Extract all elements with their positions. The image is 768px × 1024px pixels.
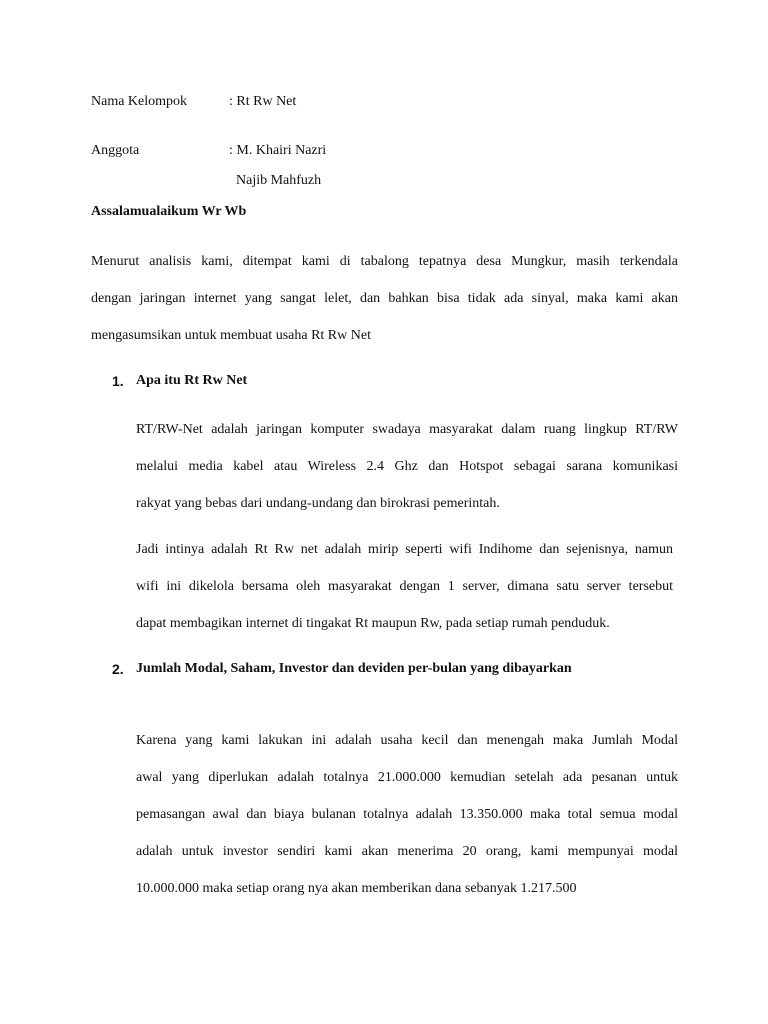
section-1-paragraph-1 [136, 411, 678, 522]
intro-paragraph [91, 243, 678, 354]
section-1-number: 1. [112, 373, 124, 389]
member-1: : M. Khairi Nazri [229, 143, 327, 158]
paragraph-line: RT/RW-Net adalah jaringan komputer swadaya masyarakat dalam ruang lingkup RT/RW [136, 422, 678, 437]
paragraph-line: Jadi intinya adalah Rt Rw net adalah mirip seperti wifi Indihome dan sejenisnya, namun [136, 542, 673, 557]
paragraph-line: melalui media kabel atau Wireless 2.4 Ghz dan Hotspot sebagai sarana komunikasi [136, 459, 678, 474]
members-label: Anggota [91, 143, 140, 158]
group-name-label: Nama Kelompok [91, 94, 188, 109]
intro-line: dengan jaringan internet yang sangat lelet, dan bahkan bisa tidak ada sinyal, maka kami akan [91, 291, 678, 306]
intro-line: Menurut analisis kami, ditempat kami di tabalong tepatnya desa Mungkur, masih terkendala [91, 254, 678, 269]
paragraph-line: dapat membagikan internet di tingakat Rt maupun Rw, pada setiap rumah penduduk. [136, 616, 610, 631]
paragraph-line: 10.000.000 maka setiap orang nya akan memberikan dana sebanyak 1.217.500 [136, 881, 577, 896]
paragraph-line: adalah untuk investor sendiri kami akan menerima 20 orang, kami mempunyai modal [136, 844, 678, 859]
section-2-paragraph-1 [136, 722, 678, 907]
intro-line: mengasumsikan untuk membuat usaha Rt Rw Net [91, 328, 371, 343]
section-1-paragraph-2 [136, 531, 673, 642]
section-2-number: 2. [112, 661, 124, 677]
member-2: Najib Mahfuzh [236, 173, 322, 188]
paragraph-line: awal yang diperlukan adalah totalnya 21.000.000 kemudian setelah ada pesanan untuk [136, 770, 678, 785]
section-1-title: Apa itu Rt Rw Net [136, 373, 248, 388]
paragraph-line: wifi ini dikelola bersama oleh masyarakat dengan 1 server, dimana satu server tersebut [136, 579, 673, 594]
greeting: Assalamualaikum Wr Wb [91, 204, 247, 219]
paragraph-line: Karena yang kami lakukan ini adalah usaha kecil dan menengah maka Jumlah Modal [136, 733, 678, 748]
section-2-title: Jumlah Modal, Saham, Investor dan deviden per-bulan yang dibayarkan [136, 661, 572, 676]
paragraph-line: rakyat yang bebas dari undang-undang dan birokrasi pemerintah. [136, 496, 500, 511]
group-name-value: : Rt Rw Net [229, 94, 297, 109]
paragraph-line: pemasangan awal dan biaya bulanan totalnya adalah 13.350.000 maka total semua modal [136, 807, 678, 822]
